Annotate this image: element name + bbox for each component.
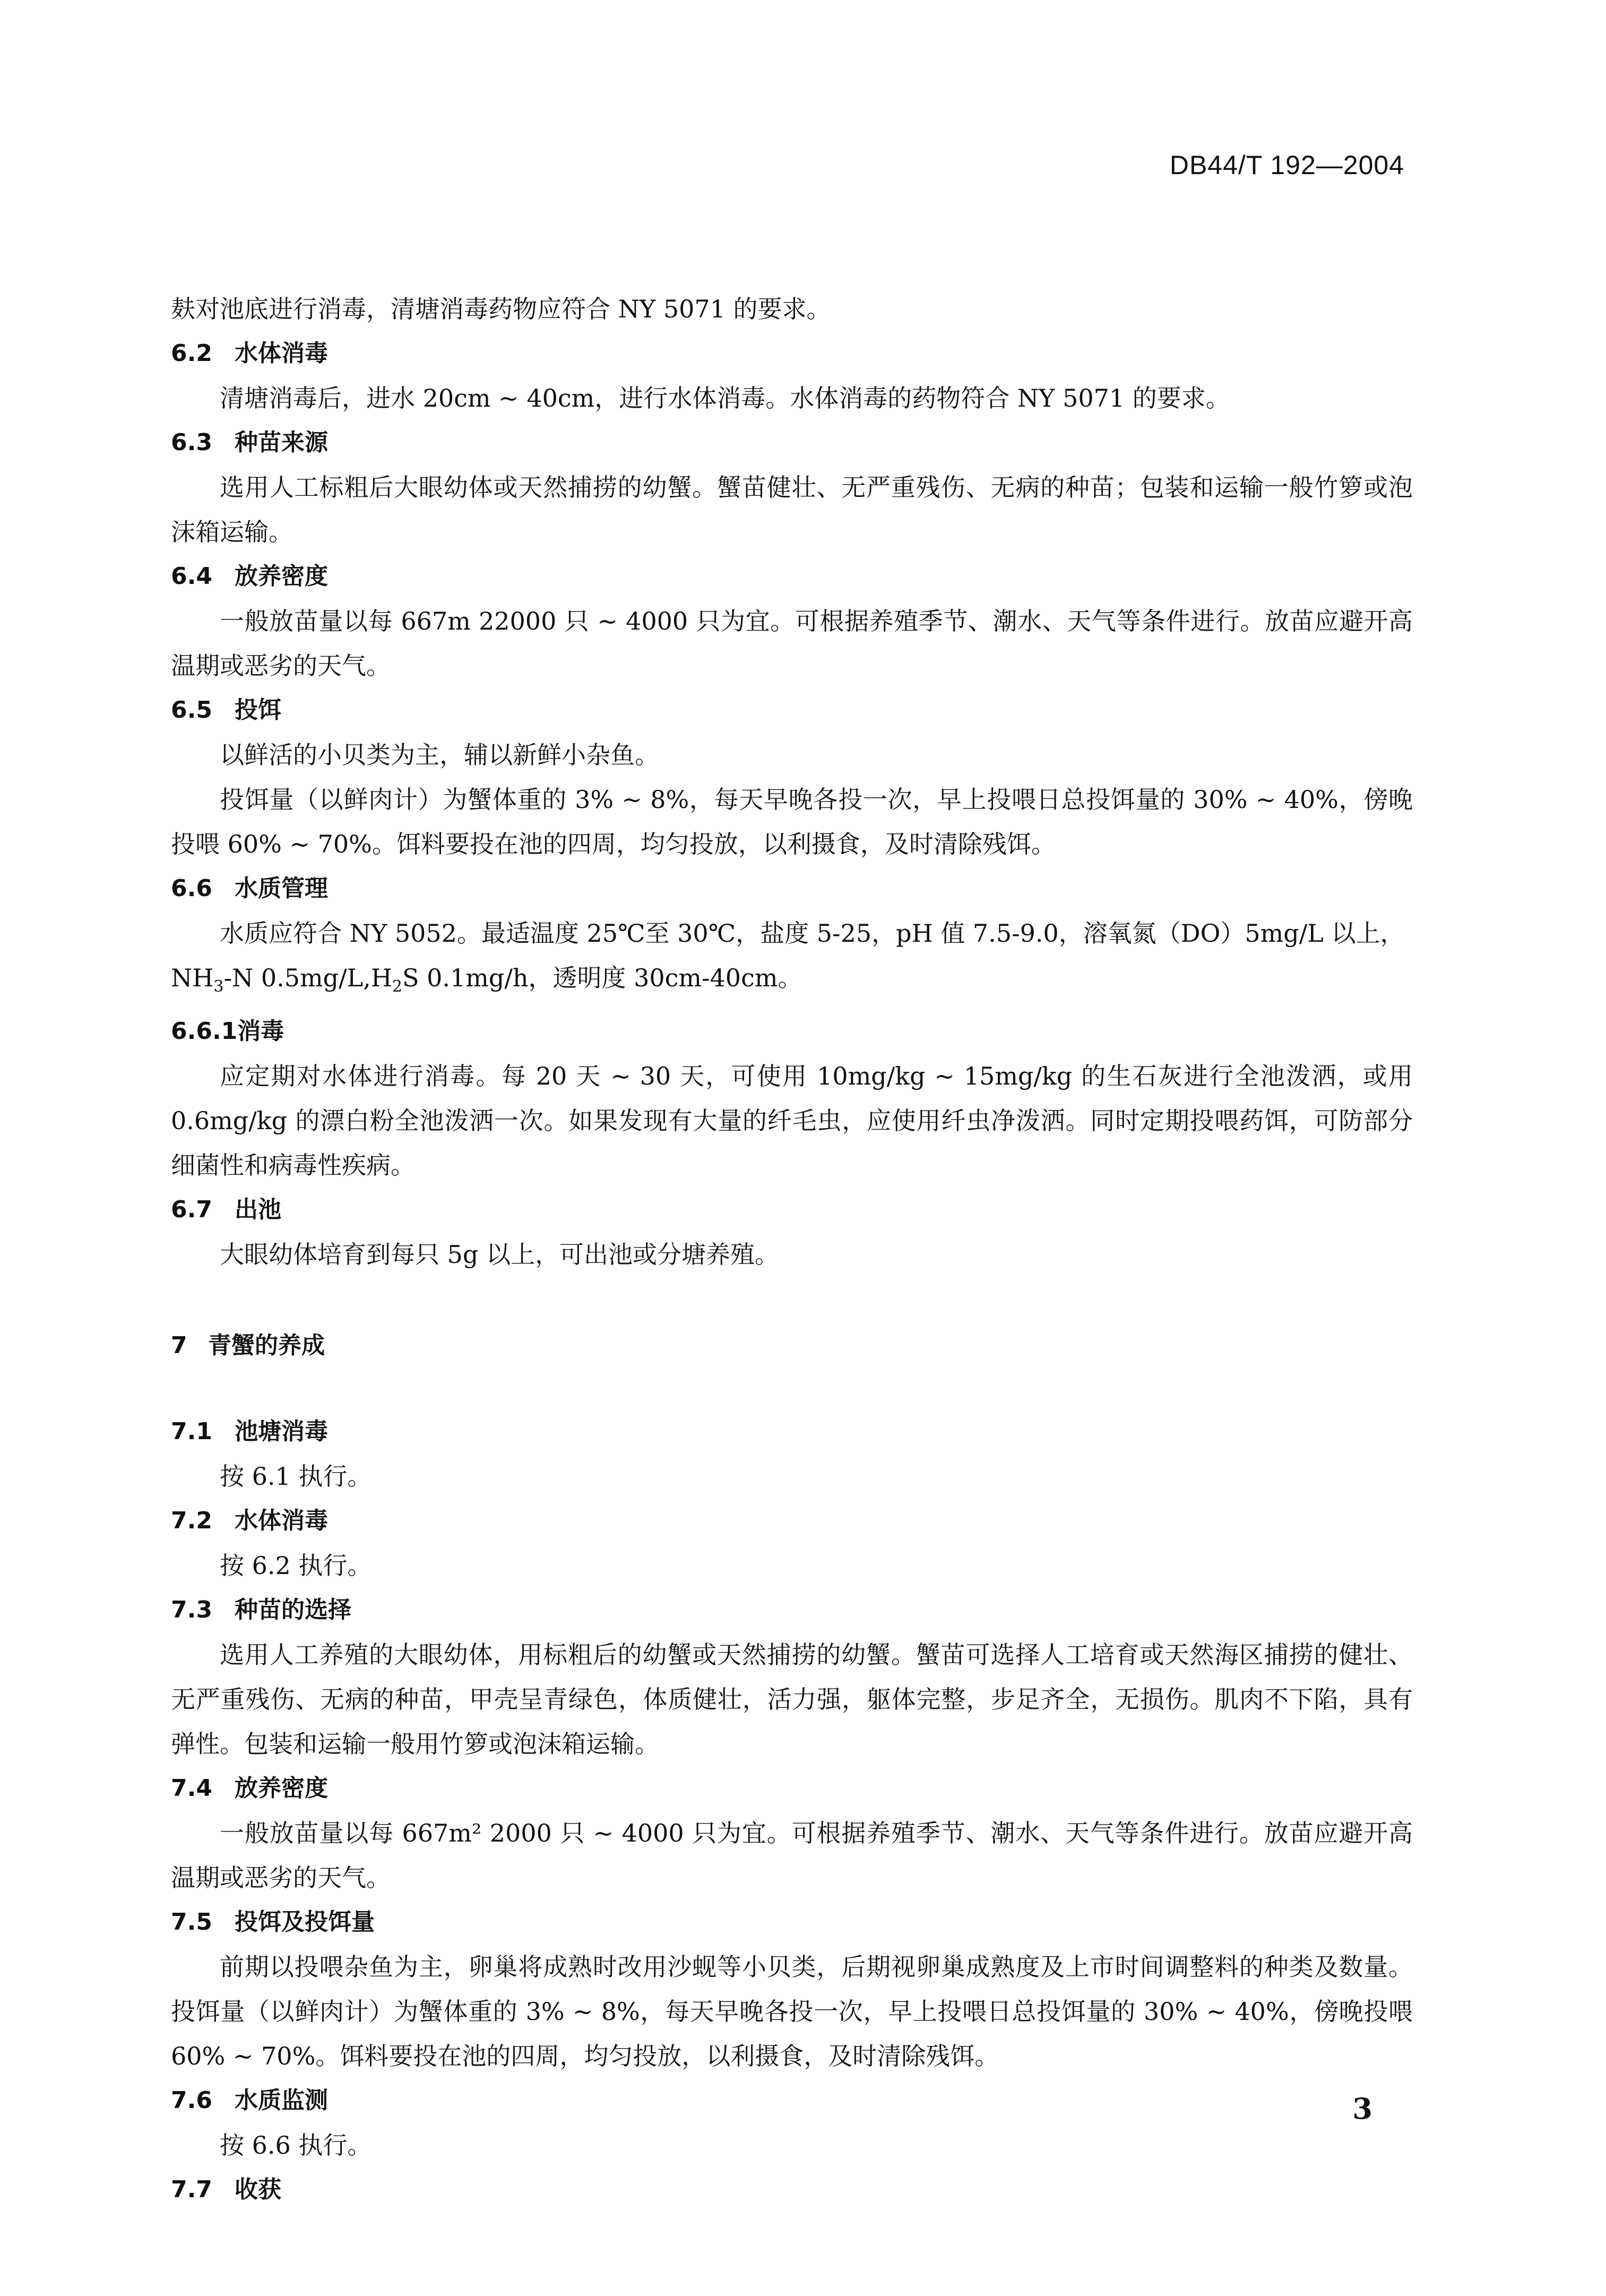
section-title: 投饵及投饵量 — [235, 1908, 375, 1936]
subsection-heading — [171, 1499, 1413, 1543]
subsection-heading — [171, 1766, 1413, 1811]
paragraph: 清塘消毒后，进水 20cm ~ 40cm，进行水体消毒。水体消毒的药物符合 NY 5071 的要求。 — [220, 384, 1230, 412]
section-number: 7.7 — [171, 2176, 212, 2204]
subsection-heading — [171, 1588, 1413, 1632]
section-title: 投饵 — [235, 696, 281, 724]
section-number: 7.1 — [171, 1418, 212, 1446]
paragraph: 前期以投喂杂鱼为主，卵巢将成熟时改用沙蚬等小贝类，后期视卵巢成熟度及上市时间调整料的种类及数量。投饵量（以鲜肉计）为蟹体重的 3% ~ 8%，每天早晚各投一次，早上投喂日总投饵量的 30% ~ 40%，傍晚投喂 60% ~ 70%。饵料要投在池的四周，均匀投放，以利摄食，及时清除残饵。 — [171, 1953, 1413, 2071]
section-number: 7.5 — [171, 1908, 212, 1936]
section-title: 水体消毒 — [235, 340, 328, 367]
section-title: 池塘消毒 — [235, 1418, 328, 1446]
paragraph: 选用人工养殖的大眼幼体，用标粗后的幼蟹或天然捕捞的幼蟹。蟹苗可选择人工培育或天然海区捕捞的健壮、无严重残伤、无病的种苗，甲壳呈青绿色，体质健壮，活力强，躯体完整，步足齐全，无损伤。肌肉不下陷，具有弹性。包装和运输一般用竹箩或泡沫箱运输。 — [171, 1640, 1413, 1759]
formula-fragment: 3 — [213, 977, 224, 996]
subsection-heading — [171, 554, 1413, 599]
section-title: 水体消毒 — [235, 1507, 328, 1535]
subsection-heading — [171, 1009, 1413, 1054]
subsection-heading — [171, 688, 1413, 733]
paragraph: 一般放苗量以每 667m² 2000 只 ~ 4000 只为宜。可根据养殖季节、潮水、天气等条件进行。放苗应避开高温期或恶劣的天气。 — [171, 1819, 1413, 1893]
formula-fragment: S 0.1mg/h，透明度 30cm-40cm。 — [402, 964, 802, 992]
section-title: 水质监测 — [235, 2087, 328, 2114]
section-number: 7.6 — [171, 2087, 212, 2114]
section-title: 消毒 — [237, 1018, 284, 1045]
paragraph: 按 6.6 执行。 — [220, 2131, 372, 2160]
section-number: 6.6 — [171, 875, 212, 902]
section-title: 水质管理 — [235, 875, 328, 902]
section-number: 6.2 — [171, 340, 212, 367]
paragraph: 按 6.2 执行。 — [220, 1551, 372, 1580]
section-title: 种苗的选择 — [235, 1596, 351, 1624]
section-title: 种苗来源 — [235, 429, 328, 456]
paragraph — [171, 956, 1413, 1009]
section-title: 收获 — [235, 2176, 281, 2204]
paragraph: 水质应符合 NY 5052。最适温度 25℃至 30℃，盐度 5-25，pH 值 7.5-9.0，溶氧氮（DO）5mg/L 以上， — [220, 919, 1405, 948]
section-title: 放养密度 — [235, 1775, 328, 1802]
section-number: 6.5 — [171, 696, 212, 724]
subsection-heading — [171, 866, 1413, 911]
section-number: 6.6.1 — [171, 1018, 238, 1045]
paragraph: 以鲜活的小贝类为主，辅以新鲜小杂鱼。 — [220, 741, 659, 769]
formula-fragment: -N 0.5mg/L,H — [223, 964, 392, 992]
formula-fragment: NH — [171, 964, 214, 992]
subsection-heading — [171, 331, 1413, 376]
paragraph: 按 6.1 执行。 — [220, 1462, 372, 1491]
subsection-heading — [171, 1900, 1413, 1945]
paragraph: 选用人工标粗后大眼幼体或天然捕捞的幼蟹。蟹苗健壮、无严重残伤、无病的种苗；包装和运输一般竹箩或泡沫箱运输。 — [171, 473, 1413, 546]
section-number: 6.4 — [171, 563, 212, 590]
paragraph: 一般放苗量以每 667m 22000 只 ~ 4000 只为宜。可根据养殖季节、潮水、天气等条件进行。放苗应避开高温期或恶劣的天气。 — [171, 607, 1413, 680]
subsection-heading — [171, 1409, 1413, 1454]
section-heading — [171, 1323, 1413, 1368]
section-number: 7.3 — [171, 1596, 212, 1624]
section-title: 放养密度 — [235, 563, 328, 590]
page-number: 3 — [1352, 2092, 1372, 2126]
section-number: 6.7 — [171, 1196, 212, 1224]
section-number: 6.3 — [171, 429, 212, 456]
subsection-heading — [171, 2168, 1413, 2212]
paragraph: 投饵量（以鲜肉计）为蟹体重的 3% ~ 8%，每天早晚各投一次，早上投喂日总投饵量的 30% ~ 40%，傍晚投喂 60% ~ 70%。饵料要投在池的四周，均匀投放，以利摄食，及时清除残饵。 — [171, 785, 1413, 858]
paragraph: 大眼幼体培育到每只 5g 以上，可出池或分塘养殖。 — [220, 1240, 779, 1269]
section-number: 7.2 — [171, 1507, 212, 1535]
formula-fragment: 2 — [392, 977, 402, 996]
section-title: 青蟹的养成 — [208, 1332, 325, 1360]
paragraph: 应定期对水体进行消毒。每 20 天 ~ 30 天，可使用 10mg/kg ~ 15mg/kg 的生石灰进行全池泼洒，或用 0.6mg/kg 的漂白粉全池泼洒一次。如果发现有大量的纤毛虫，应使用纤虫净泼洒。同时定期投喂药饵，可防部分细菌性和病毒性疾病。 — [171, 1062, 1413, 1180]
document-body — [171, 287, 1413, 2212]
subsection-heading — [171, 420, 1413, 465]
subsection-heading — [171, 2078, 1413, 2123]
section-title: 出池 — [235, 1196, 281, 1224]
section-number: 7.4 — [171, 1775, 212, 1802]
section-number: 7 — [171, 1332, 187, 1360]
subsection-heading — [171, 1188, 1413, 1232]
paragraph: 麸对池底进行消毒，清塘消毒药物应符合 NY 5071 的要求。 — [171, 295, 831, 323]
document-code: DB44/T 192—2004 — [1169, 150, 1404, 180]
